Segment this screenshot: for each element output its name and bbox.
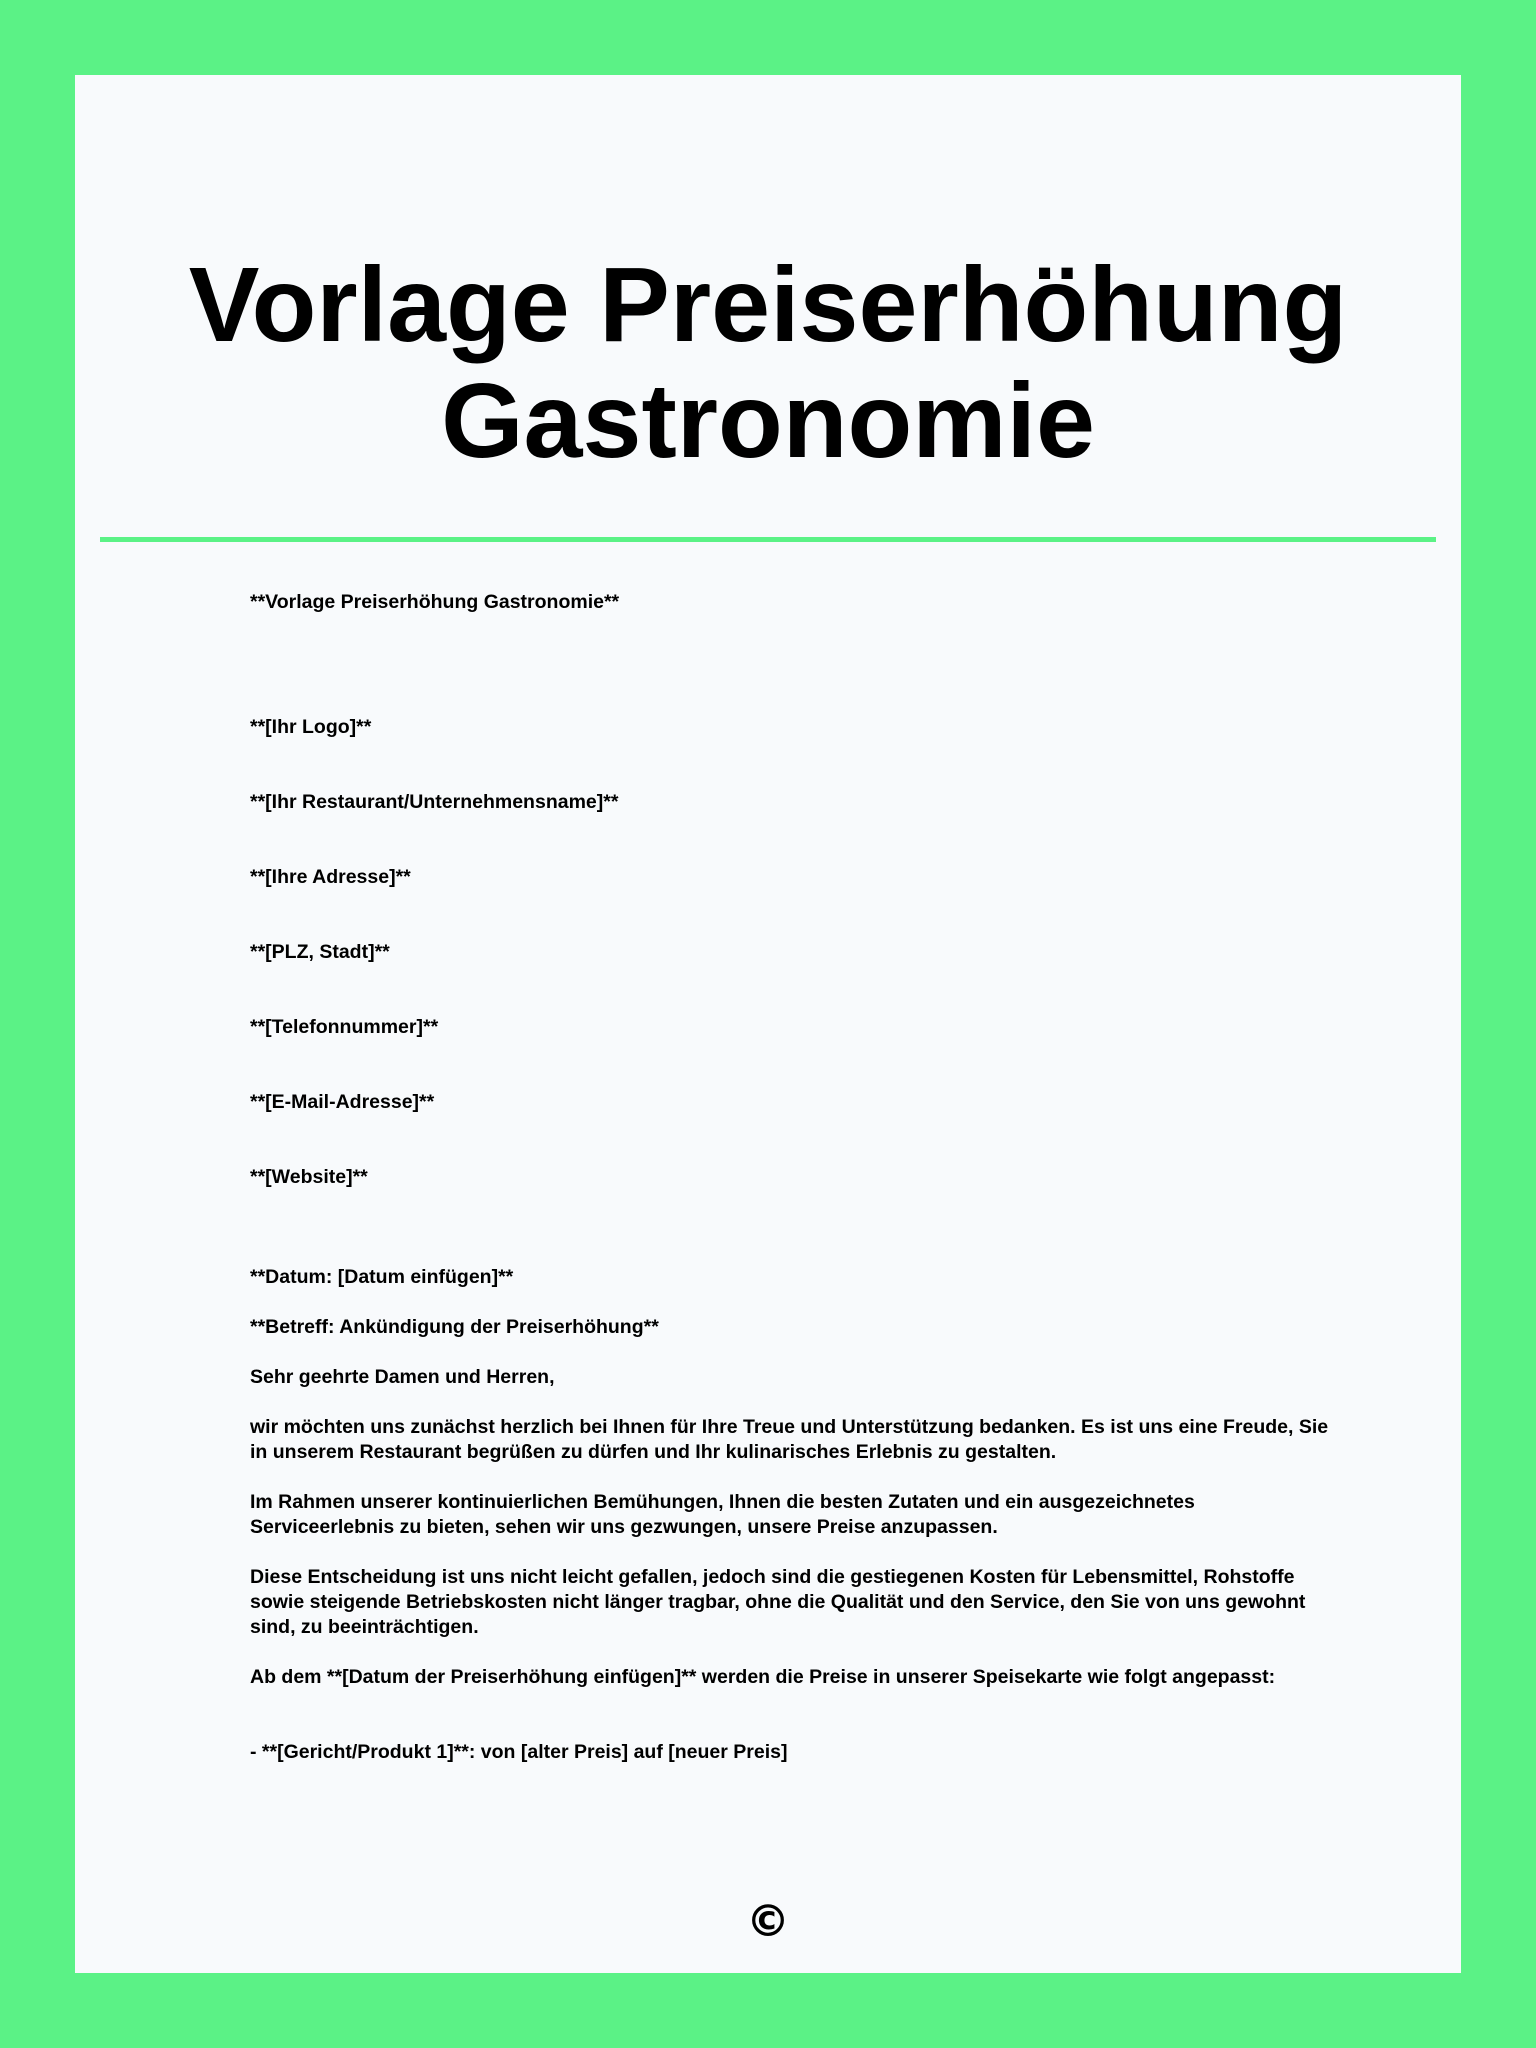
price-list-item: - **[Gericht/Produkt 1]**: von [alter Preis] auf [neuer Preis]	[250, 1741, 788, 1763]
sender-email: **[E-Mail-Adresse]**	[250, 1091, 435, 1113]
letter-subject: **Betreff: Ankündigung der Preiserhöhung**	[250, 1316, 659, 1338]
sender-city: **[PLZ, Stadt]**	[250, 941, 390, 963]
sender-logo: **[Ihr Logo]**	[250, 716, 372, 738]
letter-date: **Datum: [Datum einfügen]**	[250, 1266, 514, 1288]
paragraph: Im Rahmen unserer kontinuierlichen Bemühungen, Ihnen die besten Zutaten und ein ausgezeichnetes Serviceerlebnis zu bieten, sehen wir uns gezwungen, unsere Preise anzupassen.	[250, 1491, 1195, 1538]
sender-name: **[Ihr Restaurant/Unternehmensname]**	[250, 791, 619, 813]
sender-phone: **[Telefonnummer]**	[250, 1016, 439, 1038]
document-title: Vorlage Preiserhöhung Gastronomie	[188, 246, 1348, 480]
sender-address: **[Ihre Adresse]**	[250, 866, 411, 888]
title-divider	[100, 537, 1436, 542]
letter-salutation: Sehr geehrte Damen und Herren,	[250, 1366, 555, 1388]
document-page	[75, 75, 1461, 1973]
copyright-symbol: ©	[746, 1896, 790, 1947]
paragraph: Diese Entscheidung ist uns nicht leicht gefallen, jedoch sind die gestiegenen Kosten für Lebensmittel, Rohstoffe sowie steigende Betriebskosten nicht länger tragbar, ohne die Qualität und den Service, den Sie von uns gewohnt sind, zu beeinträchtigen.	[250, 1566, 1306, 1638]
letter-heading: **Vorlage Preiserhöhung Gastronomie**	[250, 591, 620, 613]
sender-website: **[Website]**	[250, 1166, 368, 1188]
paragraph: wir möchten uns zunächst herzlich bei Ihnen für Ihre Treue und Unterstützung bedanken. Es ist uns eine Freude, Sie in unserem Restaurant begrüßen zu dürfen und Ihr kulinarisches Erlebnis zu gestalten.	[250, 1416, 1329, 1463]
paragraph: Ab dem **[Datum der Preiserhöhung einfügen]** werden die Preise in unserer Speisekarte wie folgt angepasst:	[250, 1666, 1276, 1688]
